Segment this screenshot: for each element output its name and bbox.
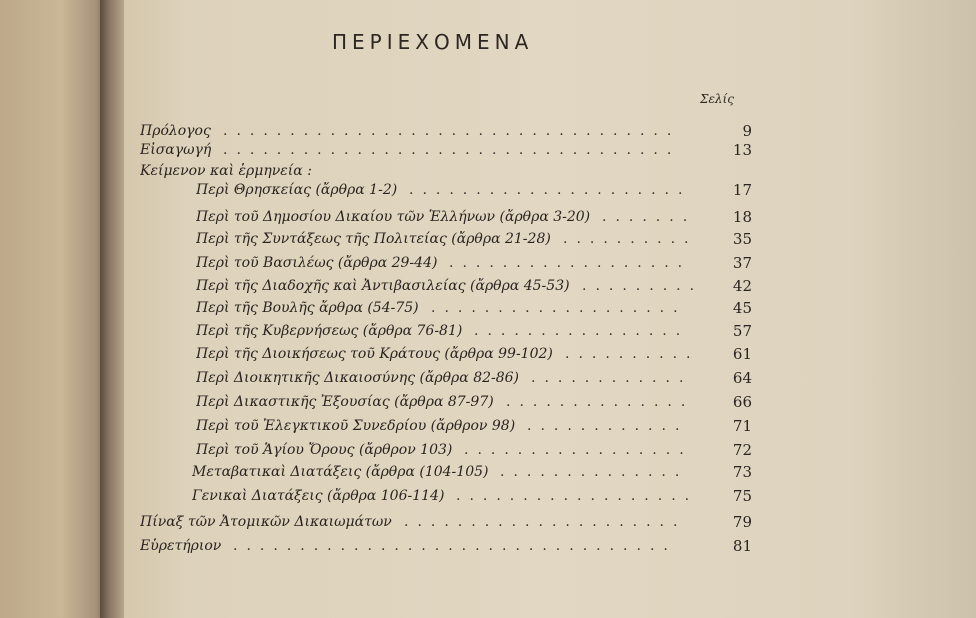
toc-entry: [196, 416, 708, 436]
toc-page-number: 66: [732, 393, 752, 411]
toc-entry: [140, 512, 708, 532]
toc-page-number: 61: [732, 345, 752, 363]
toc-dot-leader: ..........: [565, 346, 700, 362]
toc-entry-label: Περὶ τοῦ Ἐλεγκτικοῦ Συνεδρίου (ἄρθρον 98): [196, 418, 516, 434]
toc-page-number: 75: [732, 487, 752, 505]
toc-entry-label: Κείμενον καὶ ἑρμηνεία :: [140, 163, 312, 179]
toc-entry: [196, 368, 708, 388]
toc-page-number: 57: [732, 322, 752, 340]
book-gutter-shadow: [100, 0, 124, 618]
toc-entry: [196, 392, 708, 412]
toc-entry-label: Περὶ τῆς Διαδοχῆς καὶ Ἀντιβασιλείας (ἄρθρα 45-53): [196, 278, 570, 294]
toc-page-number: 35: [732, 230, 752, 248]
toc-page-number: 37: [732, 254, 752, 272]
toc-entry-label: Γενικαὶ Διατάξεις (ἄρθρα 106-114): [192, 488, 445, 504]
toc-entry-label: Περὶ Δικαστικῆς Ἐξουσίας (ἄρθρα 87-97): [196, 394, 494, 410]
toc-entry: [196, 276, 708, 296]
toc-dot-leader: .........: [582, 278, 704, 294]
toc-entry: [196, 180, 708, 200]
toc-entry-label: Περὶ Θρησκείας (ἄρθρα 1-2): [196, 182, 398, 198]
toc-page-number: 71: [732, 417, 752, 435]
toc-entry-label: Περὶ τοῦ Βασιλέως (ἄρθρα 29-44): [196, 255, 438, 271]
toc-dot-leader: .......: [602, 209, 697, 225]
toc-entry: [192, 486, 708, 506]
toc-entry-label: Μεταβατικαὶ Διατάξεις (ἄρθρα (104-105): [192, 464, 489, 480]
toc-entry: [196, 298, 708, 318]
toc-dot-leader: ..................................: [223, 142, 681, 158]
toc-entry: [196, 440, 708, 460]
toc-page-number: 42: [732, 277, 752, 295]
toc-entry: [196, 321, 708, 341]
toc-dot-leader: ............: [527, 418, 689, 434]
toc-entry-label: Περὶ Διοικητικῆς Δικαιοσύνης (ἄρθρα 82-86): [196, 370, 520, 386]
toc-dot-leader: .................: [464, 442, 693, 458]
toc-entry: [140, 121, 708, 141]
toc-entry-label: Πρόλογος: [140, 123, 211, 139]
page-column-header: Σελίς: [700, 92, 734, 106]
toc-entry: [196, 344, 708, 364]
toc-entry-label: Εἰσαγωγή: [140, 142, 212, 158]
toc-entry-label: Πίναξ τῶν Ἀτομικῶν Δικαιωμάτων: [140, 514, 392, 530]
toc-entry: [140, 161, 708, 181]
toc-dot-leader: .....................: [409, 182, 692, 198]
toc-entry-label: Περὶ τῆς Συντάξεως τῆς Πολιτείας (ἄρθρα 21-28): [196, 231, 551, 247]
toc-page-number: 13: [732, 141, 752, 159]
toc-page-number: 9: [742, 122, 752, 140]
page-title: ΠΕΡΙΕΧΟΜΕΝΑ: [332, 30, 534, 54]
toc-dot-leader: .................................: [233, 538, 677, 554]
toc-page-number: 45: [732, 299, 752, 317]
toc-dot-leader: ...................: [431, 300, 687, 316]
toc-dot-leader: ..................: [456, 488, 699, 504]
toc-page-number: 79: [732, 513, 752, 531]
toc-dot-leader: ..........: [563, 231, 698, 247]
toc-entry: [140, 140, 708, 160]
toc-dot-leader: ..................: [449, 255, 692, 271]
toc-entry-label: Περὶ τῆς Διοικήσεως τοῦ Κράτους (ἄρθρα 99-102): [196, 346, 553, 362]
toc-entry-label: Εὑρετήριον: [140, 538, 222, 554]
toc-entry: [196, 207, 708, 227]
toc-entry: [196, 229, 708, 249]
toc-page-number: 17: [732, 181, 752, 199]
toc-entry: [192, 462, 708, 482]
toc-entry-label: Περὶ τοῦ Ἁγίου Ὄρους (ἄρθρον 103): [196, 442, 453, 458]
toc-entry: [196, 253, 708, 273]
toc-dot-leader: .....................: [404, 514, 687, 530]
toc-page-number: 73: [732, 463, 752, 481]
toc-entry-label: Περὶ τοῦ Δημοσίου Δικαίου τῶν Ἑλλήνων (ἄρθρα 3-20): [196, 209, 591, 225]
toc-dot-leader: ............: [531, 370, 693, 386]
toc-entry-label: Περὶ τῆς Βουλῆς ἄρθρα (54-75): [196, 300, 419, 316]
page-edge-shade: [860, 0, 976, 618]
toc-entry: [140, 536, 708, 556]
toc-entry-label: Περὶ τῆς Κυβερνήσεως (ἄρθρα 76-81): [196, 323, 463, 339]
toc-dot-leader: ..................................: [223, 123, 681, 139]
toc-page-number: 18: [732, 208, 752, 226]
toc-dot-leader: ................: [474, 323, 690, 339]
toc-dot-leader: ..............: [500, 464, 689, 480]
toc-page-number: 64: [732, 369, 752, 387]
left-facing-page: [0, 0, 112, 618]
toc-dot-leader: ..............: [506, 394, 695, 410]
toc-page-number: 81: [732, 537, 752, 555]
toc-page-number: 72: [732, 441, 752, 459]
